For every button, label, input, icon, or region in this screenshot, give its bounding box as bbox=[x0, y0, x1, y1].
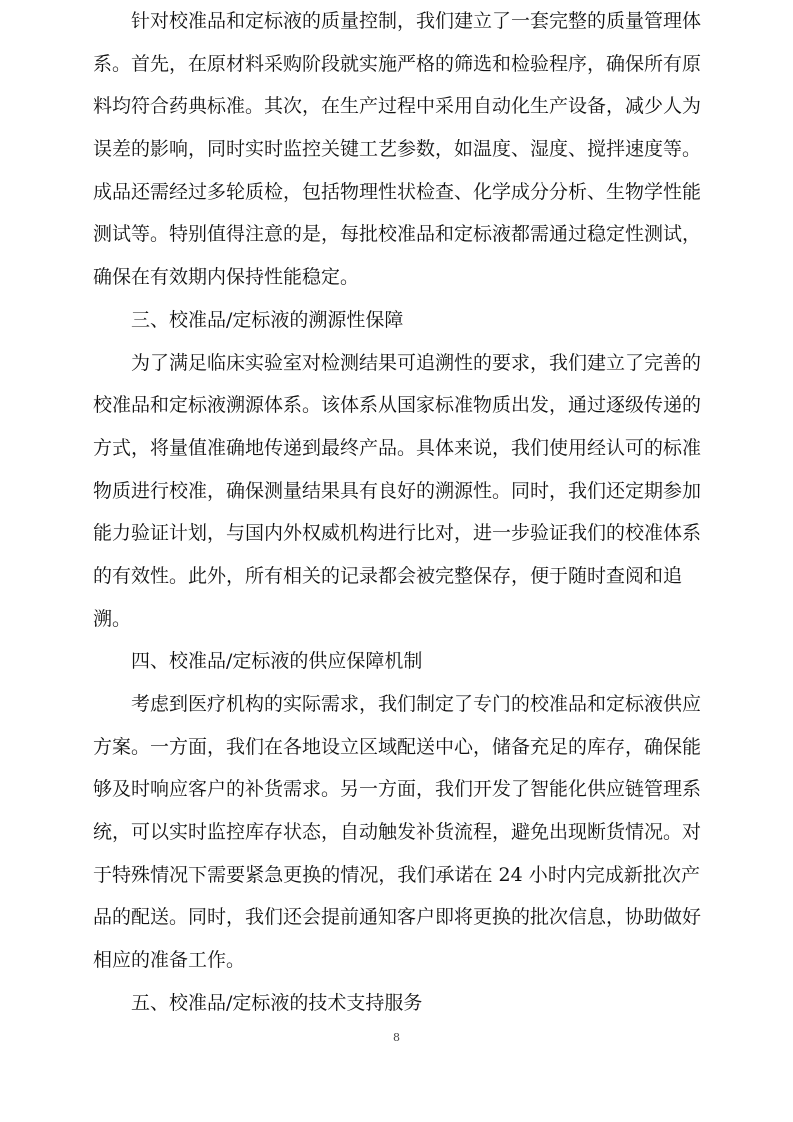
text-line: 系。首先，在原材料采购阶段就实施严格的筛选和检验程序，确保所有原 bbox=[93, 52, 702, 75]
text-line: 够及时响应客户的补货需求。另一方面，我们开发了智能化供应链管理系 bbox=[93, 778, 702, 801]
text-line: 能力验证计划，与国内外权威机构进行比对，进一步验证我们的校准体系 bbox=[93, 522, 702, 545]
text-line: 针对校准品和定标液的质量控制，我们建立了一套完整的质量管理体 bbox=[131, 10, 702, 32]
text-line: 方式，将量值准确地传递到最终产品。具体来说，我们使用经认可的标准 bbox=[93, 436, 702, 459]
text-line: 成品还需经过多轮质检，包括物理性状检查、化学成分分析、生物学性能 bbox=[93, 180, 702, 203]
text-line: 品的配送。同时，我们还会提前通知客户即将更换的批次信息，协助做好 bbox=[93, 906, 702, 929]
text-line: 溯。 bbox=[93, 607, 132, 630]
text-line: 误差的影响，同时实时监控关键工艺参数，如温度、湿度、搅拌速度等。 bbox=[93, 138, 702, 161]
text-line: 的有效性。此外，所有相关的记录都会被完整保存，便于随时查阅和追 bbox=[93, 564, 683, 587]
text-line: 校准品和定标液溯源体系。该体系从国家标准物质出发，通过逐级传递的 bbox=[93, 394, 702, 417]
section-heading: 四、校准品/定标液的供应保障机制 bbox=[131, 650, 423, 673]
text-line: 考虑到医疗机构的实际需求，我们制定了专门的校准品和定标液供应 bbox=[131, 693, 702, 715]
text-line: 确保在有效期内保持性能稳定。 bbox=[93, 266, 360, 289]
text-line: 物质进行校准，确保测量结果具有良好的溯源性。同时，我们还定期参加 bbox=[93, 479, 702, 502]
section-heading: 三、校准品/定标液的溯源性保障 bbox=[131, 308, 404, 331]
text-line: 方案。一方面，我们在各地设立区域配送中心，储备充足的库存，确保能 bbox=[93, 735, 702, 758]
section-heading: 五、校准品/定标液的技术支持服务 bbox=[131, 991, 423, 1014]
text-line: 相应的准备工作。 bbox=[93, 949, 246, 972]
document-body bbox=[93, 0, 700, 1025]
text-line: 为了满足临床实验室对检测结果可追溯性的要求，我们建立了完善的 bbox=[131, 351, 702, 374]
text-line: 测试等。特别值得注意的是，每批校准品和定标液都需通过稳定性测试， bbox=[93, 223, 702, 246]
page-number: 8 bbox=[393, 1031, 400, 1044]
text-line: 于特殊情况下需要紧急更换的情况，我们承诺在 24 小时内完成新批次产 bbox=[93, 863, 700, 886]
text-line: 统，可以实时监控库存状态，自动触发补货流程，避免出现断货情况。对 bbox=[93, 821, 702, 844]
text-line: 料均符合药典标准。其次，在生产过程中采用自动化生产设备，减少人为 bbox=[93, 95, 702, 118]
